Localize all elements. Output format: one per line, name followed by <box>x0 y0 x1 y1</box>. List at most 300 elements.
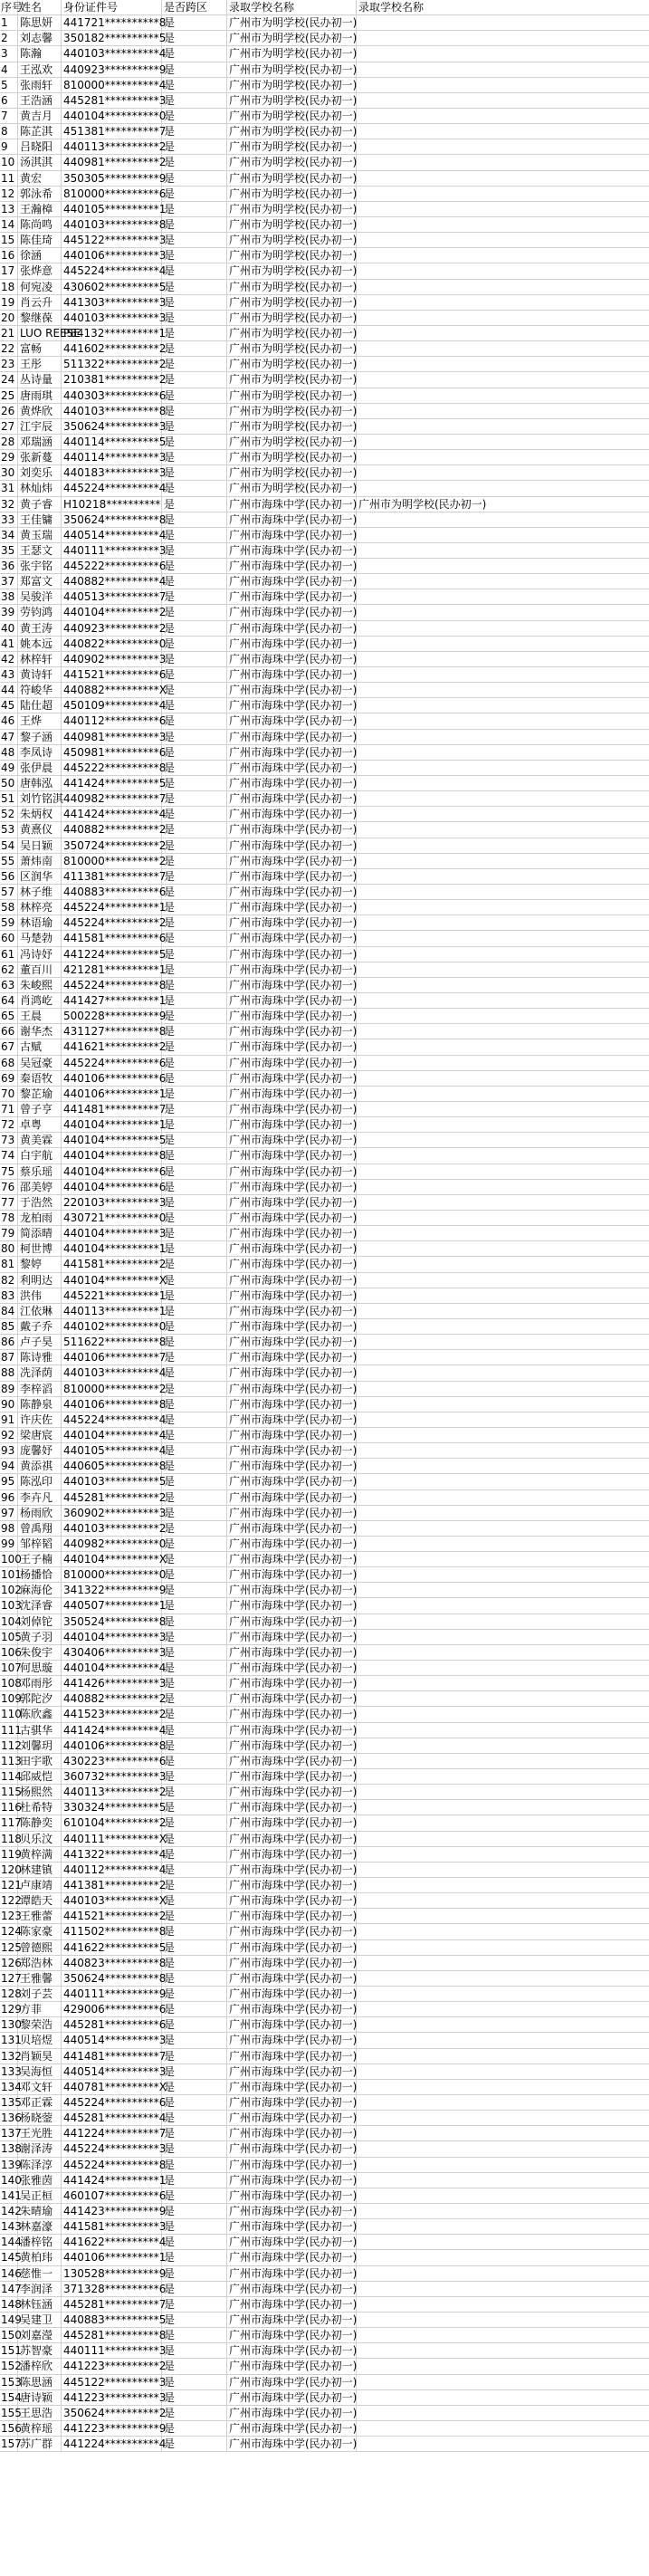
row-admitted-school[interactable] <box>357 2173 649 2188</box>
row-id[interactable]: 440103**********5 <box>63 1475 167 1489</box>
row-name[interactable]: 黄熹仪 <box>18 822 62 837</box>
row-cross-district[interactable]: 是 <box>162 1847 227 1862</box>
row-cross-district[interactable]: 是 <box>162 372 227 387</box>
row-admitted-school[interactable] <box>357 1800 649 1815</box>
row-id[interactable]: 371328**********6 <box>63 2282 167 2295</box>
row-admitted-school[interactable] <box>357 280 649 294</box>
row-name[interactable]: 刘奕乐 <box>18 465 62 480</box>
row-school[interactable]: 广州市为明学校(民办初一) <box>229 234 358 247</box>
row-admitted-school[interactable] <box>357 1273 649 1288</box>
row-school[interactable]: 广州市海珠中学(民办初一) <box>229 2034 358 2047</box>
row-school[interactable]: 广州市海珠中学(民办初一) <box>229 1040 358 1054</box>
row-name[interactable]: 利明达 <box>18 1273 62 1288</box>
row-no[interactable]: 132 <box>1 2049 22 2063</box>
row-name[interactable]: 李润泽 <box>18 2282 62 2296</box>
row-id[interactable]: 440882**********4 <box>63 575 167 589</box>
row-id[interactable]: 440112**********6 <box>63 714 167 728</box>
row-admitted-school[interactable] <box>357 2111 649 2125</box>
row-school[interactable]: 广州市海珠中学(民办初一) <box>229 1382 358 1395</box>
row-admitted-school[interactable] <box>357 791 649 806</box>
row-school[interactable]: 广州市海珠中学(民办初一) <box>229 823 358 837</box>
row-no[interactable]: 63 <box>0 978 18 992</box>
row-school[interactable]: 广州市海珠中学(民办初一) <box>229 1351 358 1365</box>
row-no[interactable]: 53 <box>0 822 18 837</box>
row-admitted-school[interactable] <box>357 1847 649 1862</box>
row-no[interactable]: 86 <box>0 1335 18 1349</box>
row-cross-district[interactable]: 是 <box>162 2126 227 2140</box>
row-id[interactable]: 440106**********3 <box>63 249 167 263</box>
row-school[interactable]: 广州市海珠中学(民办初一) <box>229 932 358 945</box>
row-no[interactable]: 83 <box>0 1288 18 1303</box>
row-name[interactable]: 唐韩泓 <box>18 776 62 790</box>
row-no[interactable]: 13 <box>0 202 18 216</box>
row-no[interactable]: 155 <box>1 2406 22 2419</box>
row-name[interactable]: 邓雨彤 <box>18 1676 62 1690</box>
row-cross-district[interactable]: 是 <box>162 2188 227 2203</box>
row-no[interactable]: 95 <box>0 1474 18 1489</box>
row-id[interactable]: 220103**********3 <box>63 1195 167 1209</box>
row-admitted-school[interactable] <box>357 1412 649 1427</box>
row-no[interactable]: 94 <box>0 1459 18 1473</box>
row-name[interactable]: 王烨 <box>18 713 62 728</box>
row-admitted-school[interactable] <box>357 1707 649 1721</box>
row-no[interactable]: 64 <box>0 993 18 1008</box>
row-id[interactable]: 445224**********4 <box>63 482 167 495</box>
row-id[interactable]: 441721**********8 <box>63 16 167 30</box>
row-admitted-school[interactable] <box>357 46 649 61</box>
row-school[interactable]: 广州市海珠中学(民办初一) <box>229 1010 358 1023</box>
row-admitted-school[interactable] <box>357 2437 649 2451</box>
row-id[interactable]: 810000**********4 <box>63 78 167 91</box>
row-cross-district[interactable]: 是 <box>162 1630 227 1644</box>
row-name[interactable]: 符峻华 <box>18 683 62 697</box>
row-school[interactable]: 广州市海珠中学(民办初一) <box>229 2064 358 2078</box>
row-school[interactable]: 广州市海珠中学(民办初一) <box>229 1506 358 1519</box>
row-cross-district[interactable]: 是 <box>162 543 227 558</box>
row-admitted-school[interactable] <box>357 1133 649 1147</box>
row-school[interactable]: 广州市为明学校(民办初一) <box>229 249 358 263</box>
row-no[interactable]: 138 <box>1 2142 22 2156</box>
row-school[interactable]: 广州市海珠中学(民办初一) <box>229 637 358 650</box>
row-id[interactable]: 445224**********3 <box>63 2142 167 2156</box>
row-no[interactable]: 109 <box>1 1692 22 1706</box>
row-school[interactable]: 广州市海珠中学(民办初一) <box>229 1786 358 1799</box>
row-cross-district[interactable]: 是 <box>162 1863 227 1877</box>
row-no[interactable]: 108 <box>1 1677 22 1690</box>
header-admitted-school[interactable]: 录取学校名称 <box>358 1 425 14</box>
row-admitted-school[interactable] <box>357 1940 649 1955</box>
row-cross-district[interactable]: 是 <box>162 962 227 977</box>
row-no[interactable]: 61 <box>0 947 18 962</box>
row-school[interactable]: 广州市海珠中学(民办初一) <box>229 1444 358 1458</box>
row-school[interactable]: 广州市海珠中学(民办初一) <box>229 1723 358 1737</box>
row-school[interactable]: 广州市海珠中学(民办初一) <box>229 1134 358 1147</box>
row-no[interactable]: 90 <box>0 1397 18 1412</box>
row-name[interactable]: 姚本远 <box>18 637 62 651</box>
row-name[interactable]: 黄美霖 <box>18 1133 62 1147</box>
row-school[interactable]: 广州市海珠中学(民办初一) <box>229 1211 358 1224</box>
row-cross-district[interactable]: 是 <box>162 885 227 899</box>
row-school[interactable]: 广州市海珠中学(民办初一) <box>229 1599 358 1613</box>
row-admitted-school[interactable] <box>357 1863 649 1877</box>
row-school[interactable]: 广州市海珠中学(民办初一) <box>229 1180 358 1193</box>
row-admitted-school[interactable] <box>357 730 649 744</box>
row-id[interactable]: 441224**********4 <box>63 2437 167 2451</box>
row-id[interactable]: 445224**********1 <box>63 901 167 915</box>
row-school[interactable]: 广州市为明学校(民办初一) <box>229 78 358 91</box>
row-no[interactable]: 73 <box>0 1133 18 1147</box>
row-cross-district[interactable]: 是 <box>162 1567 227 1582</box>
row-cross-district[interactable]: 是 <box>162 295 227 310</box>
row-cross-district[interactable]: 是 <box>162 574 227 589</box>
row-admitted-school[interactable] <box>357 978 649 992</box>
row-id[interactable]: 441521**********2 <box>63 1910 167 1923</box>
row-school[interactable]: 广州市海珠中学(民办初一) <box>229 1428 358 1441</box>
row-no[interactable]: 150 <box>1 2329 22 2342</box>
row-no[interactable]: 89 <box>0 1382 18 1396</box>
row-cross-district[interactable]: 是 <box>162 2250 227 2265</box>
row-no[interactable]: 45 <box>0 698 18 713</box>
row-cross-district[interactable]: 是 <box>162 155 227 169</box>
row-no[interactable]: 117 <box>1 1816 22 1830</box>
row-id[interactable]: 810000**********6 <box>63 187 167 200</box>
row-school[interactable]: 广州市海珠中学(民办初一) <box>229 916 358 930</box>
row-no[interactable]: 1 <box>0 15 18 30</box>
row-cross-district[interactable]: 是 <box>162 31 227 45</box>
row-admitted-school[interactable] <box>357 1071 649 1086</box>
row-no[interactable]: 27 <box>0 419 18 434</box>
row-id[interactable]: 440104**********0 <box>63 109 167 122</box>
row-no[interactable]: 122 <box>1 1894 22 1908</box>
row-no[interactable]: 121 <box>1 1879 22 1892</box>
row-name[interactable]: 李梓滔 <box>18 1382 62 1396</box>
row-no[interactable]: 120 <box>1 1863 22 1876</box>
header-id[interactable]: 身份证件号 <box>62 0 162 14</box>
row-name[interactable]: 方菲 <box>18 2002 62 2016</box>
row-no[interactable]: 39 <box>0 605 18 619</box>
row-id[interactable]: 330324**********5 <box>63 1801 167 1815</box>
row-cross-district[interactable]: 是 <box>162 1335 227 1349</box>
row-cross-district[interactable]: 是 <box>162 139 227 154</box>
row-no[interactable]: 37 <box>0 574 18 589</box>
row-cross-district[interactable]: 是 <box>162 62 227 77</box>
row-school[interactable]: 广州市为明学校(民办初一) <box>229 451 358 464</box>
row-name[interactable]: 吴海恒 <box>18 2064 62 2079</box>
row-admitted-school[interactable] <box>357 465 649 480</box>
row-name[interactable]: 张伊晨 <box>18 761 62 775</box>
row-name[interactable]: 秦语牧 <box>18 1071 62 1086</box>
row-school[interactable]: 广州市海珠中学(民办初一) <box>229 869 358 883</box>
row-cross-district[interactable]: 是 <box>162 978 227 992</box>
row-id[interactable]: 440514**********4 <box>63 528 167 541</box>
row-no[interactable]: 80 <box>0 1241 18 1256</box>
row-admitted-school[interactable] <box>357 1552 649 1566</box>
row-id[interactable]: 440105**********4 <box>63 1444 167 1458</box>
row-name[interactable]: 田宇歌 <box>18 1754 62 1768</box>
row-admitted-school[interactable] <box>357 155 649 169</box>
row-admitted-school[interactable] <box>357 139 649 154</box>
row-school[interactable]: 广州市海珠中学(民办初一) <box>229 543 358 557</box>
row-school[interactable]: 广州市海珠中学(民办初一) <box>229 978 358 991</box>
row-id[interactable]: 441424**********5 <box>63 777 167 790</box>
row-no[interactable]: 69 <box>0 1071 18 1086</box>
row-admitted-school[interactable] <box>357 1365 649 1380</box>
row-cross-district[interactable]: 是 <box>162 357 227 371</box>
row-name[interactable]: 梁唐宸 <box>18 1428 62 1442</box>
row-name[interactable]: 陈静泉 <box>18 1397 62 1412</box>
row-cross-district[interactable]: 是 <box>162 1924 227 1939</box>
row-school[interactable]: 广州市海珠中学(民办初一) <box>229 606 358 619</box>
row-name[interactable]: 王雅馨 <box>18 1971 62 1986</box>
row-id[interactable]: 440106**********8 <box>63 1738 167 1752</box>
row-admitted-school[interactable] <box>357 1893 649 1908</box>
row-name[interactable]: 林梓亮 <box>18 900 62 915</box>
row-id[interactable]: 441223**********9 <box>63 2421 167 2435</box>
row-no[interactable]: 124 <box>1 1925 22 1939</box>
row-cross-district[interactable]: 是 <box>162 2235 227 2249</box>
row-name[interactable]: 王子楠 <box>18 1552 62 1566</box>
row-id[interactable]: 440514**********3 <box>63 2034 167 2047</box>
row-no[interactable]: 5 <box>0 78 18 92</box>
row-school[interactable]: 广州市海珠中学(民办初一) <box>229 1242 358 1256</box>
row-school[interactable]: 广州市为明学校(民办初一) <box>229 404 358 417</box>
row-id[interactable]: 440105**********1 <box>63 202 167 215</box>
row-cross-district[interactable]: 是 <box>162 1537 227 1551</box>
row-name[interactable]: 黄王涛 <box>18 621 62 636</box>
row-cross-district[interactable]: 是 <box>162 2141 227 2156</box>
row-name[interactable]: 吴骏洋 <box>18 589 62 604</box>
row-school[interactable]: 广州市海珠中学(民办初一) <box>229 1460 358 1473</box>
row-no[interactable]: 36 <box>0 559 18 573</box>
row-name[interactable]: 林钰涵 <box>18 2297 62 2312</box>
row-school[interactable]: 广州市海珠中学(民办初一) <box>229 1397 358 1411</box>
row-no[interactable]: 134 <box>1 2080 22 2093</box>
row-name[interactable]: 卢子昊 <box>18 1335 62 1349</box>
row-name[interactable]: 柯世博 <box>18 1241 62 1256</box>
row-id[interactable]: 429006**********6 <box>63 2003 167 2016</box>
row-no[interactable]: 106 <box>1 1645 22 1659</box>
row-school[interactable]: 广州市海珠中学(民办初一) <box>229 1149 358 1163</box>
row-admitted-school[interactable] <box>357 62 649 77</box>
row-admitted-school[interactable] <box>357 915 649 930</box>
header-cross-district[interactable]: 是否跨区 <box>162 0 227 14</box>
row-id[interactable]: 440507**********1 <box>63 1599 167 1613</box>
row-no[interactable]: 130 <box>1 2018 22 2032</box>
row-id[interactable]: 440982**********0 <box>63 1537 167 1550</box>
row-name[interactable]: 潘梓欣 <box>18 2359 62 2373</box>
row-name[interactable]: 庞馨妤 <box>18 1443 62 1458</box>
row-no[interactable]: 85 <box>0 1319 18 1334</box>
row-no[interactable]: 26 <box>0 404 18 418</box>
row-school[interactable]: 广州市海珠中学(民办初一) <box>229 838 358 852</box>
row-name[interactable]: LUO REESE <box>20 326 81 340</box>
row-cross-district[interactable]: 是 <box>162 1071 227 1086</box>
row-name[interactable]: 黎继葆 <box>18 311 62 325</box>
row-name[interactable]: 汤淇淇 <box>18 155 62 169</box>
row-no[interactable]: 131 <box>1 2034 22 2047</box>
row-cross-district[interactable]: 是 <box>162 450 227 464</box>
row-school[interactable]: 广州市海珠中学(民办初一) <box>229 1288 358 1302</box>
row-no[interactable]: 154 <box>1 2390 22 2404</box>
row-cross-district[interactable]: 是 <box>162 1350 227 1365</box>
row-name[interactable]: 黄梓瑶 <box>18 2421 62 2436</box>
row-admitted-school[interactable] <box>357 2297 649 2312</box>
row-name[interactable]: 林梓轩 <box>18 652 62 666</box>
row-id[interactable]: 440104**********6 <box>63 1164 167 1178</box>
row-admitted-school[interactable] <box>357 2343 649 2358</box>
row-name[interactable]: 徐涵 <box>18 248 62 263</box>
row-id[interactable]: 440923**********9 <box>63 62 167 76</box>
row-admitted-school[interactable] <box>357 2250 649 2265</box>
row-admitted-school[interactable] <box>357 2204 649 2218</box>
row-id[interactable]: 350524**********8 <box>63 1614 167 1628</box>
row-school[interactable]: 广州市海珠中学(民办初一) <box>229 1025 358 1039</box>
row-school[interactable]: 广州市海珠中学(民办初一) <box>229 668 358 682</box>
row-school[interactable]: 广州市海珠中学(民办初一) <box>229 886 358 899</box>
row-no[interactable]: 41 <box>0 637 18 651</box>
row-school[interactable]: 广州市为明学校(民办初一) <box>229 358 358 371</box>
row-cross-district[interactable]: 是 <box>162 869 227 884</box>
row-admitted-school[interactable] <box>357 1567 649 1582</box>
row-no[interactable]: 70 <box>0 1087 18 1101</box>
row-no[interactable]: 133 <box>1 2064 22 2078</box>
row-admitted-school[interactable] <box>357 854 649 868</box>
row-admitted-school[interactable] <box>357 435 649 449</box>
row-no[interactable]: 35 <box>0 543 18 558</box>
row-cross-district[interactable]: 是 <box>162 1226 227 1240</box>
row-id[interactable]: 445122**********3 <box>63 234 167 247</box>
row-name[interactable]: 朱炳权 <box>18 807 62 821</box>
row-cross-district[interactable]: 是 <box>162 1117 227 1132</box>
row-admitted-school[interactable] <box>357 1583 649 1597</box>
row-cross-district[interactable]: 是 <box>162 1319 227 1334</box>
row-cross-district[interactable]: 是 <box>162 1940 227 1955</box>
row-id[interactable]: 440104**********1 <box>63 1118 167 1132</box>
row-cross-district[interactable]: 是 <box>162 2002 227 2016</box>
row-no[interactable]: 23 <box>0 357 18 371</box>
row-no[interactable]: 30 <box>0 465 18 480</box>
row-name[interactable]: 陈诗雅 <box>18 1350 62 1365</box>
row-cross-district[interactable]: 是 <box>162 1024 227 1039</box>
row-no[interactable]: 92 <box>0 1428 18 1442</box>
row-name[interactable]: 曾德熙 <box>18 1940 62 1955</box>
row-name[interactable]: 黄子羽 <box>18 1630 62 1644</box>
row-school[interactable]: 广州市海珠中学(民办初一) <box>229 575 358 589</box>
row-school[interactable]: 广州市为明学校(民办初一) <box>229 125 358 139</box>
row-name[interactable]: 黄柏玮 <box>18 2250 62 2265</box>
row-name[interactable]: 吕晓阳 <box>18 139 62 154</box>
header-no[interactable]: 序号 <box>1 1 24 14</box>
row-cross-district[interactable]: 是 <box>162 419 227 434</box>
row-cross-district[interactable]: 是 <box>162 481 227 495</box>
row-school[interactable]: 广州市海珠中学(民办初一) <box>229 2080 358 2093</box>
row-no[interactable]: 50 <box>0 776 18 790</box>
row-name[interactable]: 何宛凌 <box>18 280 62 294</box>
row-id[interactable]: 445224**********4 <box>63 1412 167 1426</box>
row-admitted-school[interactable] <box>357 667 649 682</box>
row-name[interactable]: 谢泽涛 <box>18 2141 62 2156</box>
row-name[interactable]: 王泓欢 <box>18 62 62 77</box>
row-no[interactable]: 6 <box>0 93 18 108</box>
row-id[interactable]: 440605**********8 <box>63 1460 167 1473</box>
row-no[interactable]: 49 <box>0 761 18 775</box>
row-cross-district[interactable]: 是 <box>162 621 227 636</box>
row-school[interactable]: 广州市海珠中学(民办初一) <box>229 1971 358 1985</box>
row-cross-district[interactable]: 是 <box>162 822 227 837</box>
row-no[interactable]: 111 <box>1 1723 22 1737</box>
row-id[interactable]: 441381**********2 <box>63 1879 167 1892</box>
row-cross-district[interactable]: 是 <box>162 637 227 651</box>
row-name[interactable]: 刘志馨 <box>18 31 62 45</box>
row-no[interactable]: 114 <box>1 1770 22 1784</box>
row-school[interactable]: 广州市海珠中学(民办初一) <box>229 1677 358 1690</box>
row-cross-district[interactable]: 是 <box>162 1382 227 1396</box>
row-admitted-school[interactable] <box>357 1832 649 1846</box>
row-cross-district[interactable]: 是 <box>162 854 227 868</box>
row-cross-district[interactable]: 是 <box>162 109 227 123</box>
row-no[interactable]: 40 <box>0 621 18 636</box>
row-admitted-school[interactable] <box>357 1304 649 1318</box>
row-id[interactable]: 440111**********9 <box>63 1987 167 2000</box>
row-school[interactable]: 广州市海珠中学(民办初一) <box>229 2204 358 2217</box>
row-admitted-school[interactable] <box>357 2421 649 2436</box>
row-id[interactable]: 441581**********3 <box>63 2220 167 2234</box>
row-no[interactable]: 3 <box>0 46 18 61</box>
row-cross-district[interactable]: 是 <box>162 807 227 821</box>
row-id[interactable]: 441423**********9 <box>63 2204 167 2217</box>
row-cross-district[interactable]: 是 <box>162 2017 227 2032</box>
row-id[interactable]: 440106**********7 <box>63 1351 167 1365</box>
row-no[interactable]: 93 <box>0 1443 18 1458</box>
row-id[interactable]: 440104**********X <box>63 1553 167 1566</box>
row-cross-district[interactable]: 是 <box>162 263 227 278</box>
row-name[interactable]: 张新蔓 <box>18 450 62 464</box>
row-school[interactable]: 广州市为明学校(民办初一) <box>229 373 358 387</box>
row-school[interactable]: 广州市海珠中学(民办初一) <box>229 652 358 666</box>
row-id[interactable]: 441424**********4 <box>63 808 167 821</box>
row-no[interactable]: 16 <box>0 248 18 263</box>
row-school[interactable]: 广州市为明学校(民办初一) <box>229 171 358 185</box>
row-cross-district[interactable]: 是 <box>162 341 227 356</box>
row-id[interactable]: 441303**********3 <box>63 295 167 309</box>
row-cross-district[interactable]: 是 <box>162 1195 227 1210</box>
row-name[interactable]: 简添晴 <box>18 1226 62 1240</box>
row-cross-district[interactable]: 是 <box>162 202 227 216</box>
row-cross-district[interactable]: 是 <box>162 1691 227 1706</box>
row-no[interactable]: 56 <box>0 869 18 884</box>
row-name[interactable]: 董百川 <box>18 962 62 977</box>
row-name[interactable]: 何思璇 <box>18 1661 62 1675</box>
row-id[interactable]: 441602**********2 <box>63 342 167 356</box>
row-admitted-school[interactable] <box>357 1428 649 1442</box>
row-cross-district[interactable]: 是 <box>162 1443 227 1458</box>
row-name[interactable]: 黎芷瑜 <box>18 1087 62 1101</box>
row-name[interactable]: 丛诗量 <box>18 372 62 387</box>
row-id[interactable]: 430721**********0 <box>63 1211 167 1224</box>
row-no[interactable]: 34 <box>0 528 18 542</box>
row-name[interactable]: 王瑟文 <box>18 543 62 558</box>
row-cross-district[interactable]: 是 <box>162 2282 227 2296</box>
row-cross-district[interactable]: 是 <box>162 1056 227 1070</box>
row-id[interactable]: 441521**********6 <box>63 668 167 682</box>
row-name[interactable]: 林语瑜 <box>18 915 62 930</box>
row-cross-district[interactable]: 是 <box>162 1661 227 1675</box>
row-id[interactable]: 441424**********4 <box>63 1723 167 1737</box>
row-cross-district[interactable]: 是 <box>162 1552 227 1566</box>
row-no[interactable]: 113 <box>1 1754 22 1767</box>
row-name[interactable]: 陈瀚 <box>18 46 62 61</box>
row-cross-district[interactable]: 是 <box>162 1428 227 1442</box>
